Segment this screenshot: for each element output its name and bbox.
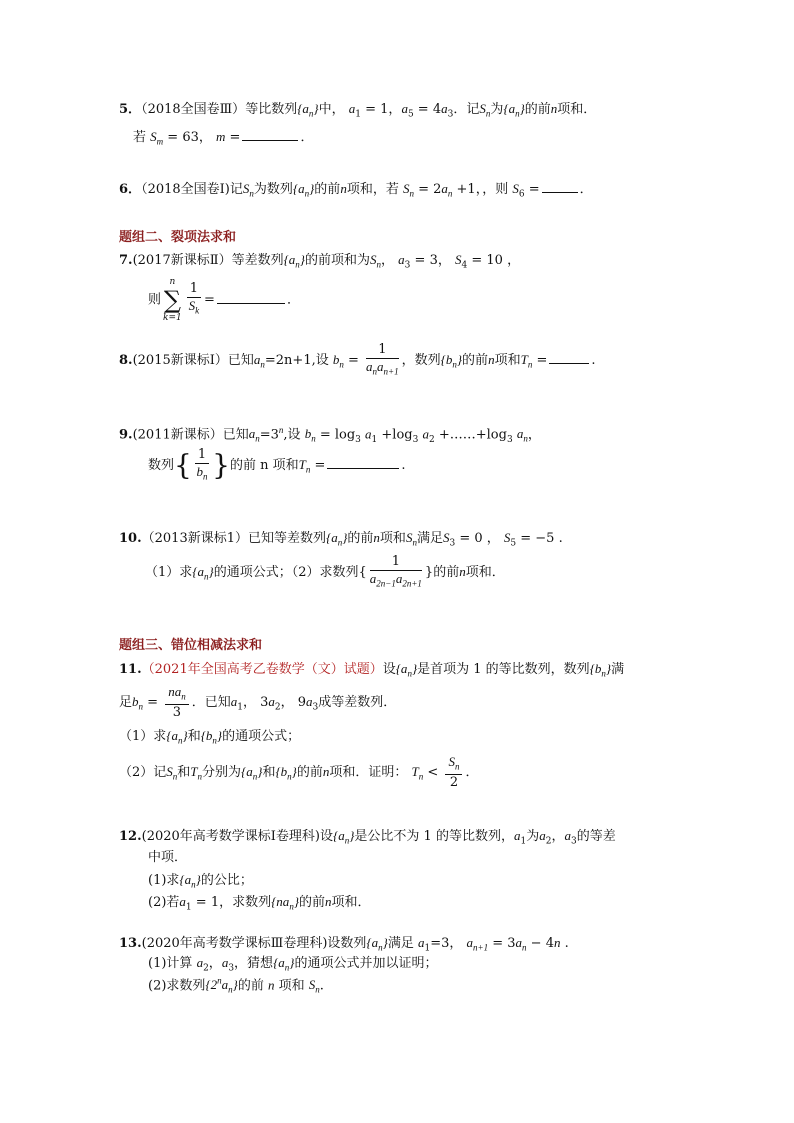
question-number: 6 <box>119 182 129 197</box>
question-source: （2018全国卷Ⅰ) <box>141 182 230 197</box>
question-source: (2011新课标） <box>132 427 223 443</box>
question-12: 12.(2020年高考数学课标Ⅰ卷理科)设$\{a_n\}$是公比不为 1 的等比数列，$a_1$为$a_2$，$a_3$的等差 <box>119 828 616 847</box>
question-number: 13. <box>119 936 142 951</box>
question-source: （2018全国卷Ⅲ） <box>141 102 246 117</box>
question-number: 11. <box>119 662 142 677</box>
question-12-line-2: 中项． <box>148 850 188 865</box>
question-13-line-2: (1)计算 $a_2$，$a_3$，猜想$\{a_n\}$的通项公式并加以证明； <box>148 955 438 974</box>
question-5: 5．（2018全国卷Ⅲ）等比数列$\{a_n\}$中， $a_1 = 1$，$a_5 = 4a_3$．记$S_n$为$\{a_n\}$的前n项和． <box>119 101 597 120</box>
question-source: （2013新课标1） <box>141 531 248 546</box>
question-number: 5 <box>119 102 129 117</box>
question-number: 7. <box>119 253 133 268</box>
question-source: (2015新课标Ⅰ） <box>132 353 228 368</box>
question-10-line-2: （1）求$\{a_n\}$的通项公式；（2）求数列{ $\frac{1}{a_{2n-1}a_{2n+1}}$ }的前n项和． <box>145 553 505 589</box>
answer-blank[interactable] <box>242 126 298 141</box>
question-source: (2017新课标Ⅱ） <box>132 253 232 268</box>
question-source: (2020年高考数学课标Ⅲ卷理科) <box>141 936 328 951</box>
question-number: 8. <box>119 353 133 368</box>
answer-blank[interactable] <box>549 349 589 364</box>
answer-blank[interactable] <box>327 454 399 469</box>
section-heading-3: 题组三、错位相减法求和 <box>119 638 263 653</box>
question-number: 9. <box>119 427 133 443</box>
summation-symbol: n ∑ k=1 <box>163 277 182 323</box>
answer-blank[interactable] <box>542 178 578 193</box>
question-13: 13.(2020年高考数学课标Ⅲ卷理科)设数列$\{a_n\}$满足 $a_1=3$， $a_{n+1} = 3a_n - 4n$ . <box>119 935 569 954</box>
question-5-line-2: 若 $S_m = 63$， m = ． <box>133 126 313 152</box>
question-9-line-2: 数列{ $\frac{1}{b_n}$ }的前 n 项和$T_n$ = . <box>148 446 406 482</box>
question-12-line-3: (1)求$\{a_n\}$的公比； <box>148 872 253 890</box>
question-source: (2020年高考数学课标Ⅰ卷理科) <box>141 829 320 844</box>
question-11-line-3: （1）求$\{a_n\}$和$\{b_n\}$的通项公式； <box>119 728 301 746</box>
question-10: 10.（2013新课标1）已知等差数列$\{a_n\}$的前n项和$S_n$满足$S_3 = 0$ ， $S_5 = -5$ . <box>119 530 563 549</box>
question-11-line-4: （2）记$S_n$和$T_n$分别为$\{a_n\}$和$\{b_n\}$的前n项和．证明： $T_n$ < $\frac{S_n}{2}$ ． <box>119 753 479 791</box>
question-11-line-2: 足$b_n$ = $\frac{na_n}{3}$ ．已知$a_1$， $3a_2$， $9a_3$成等差数列． <box>119 683 397 721</box>
question-number: 12. <box>119 829 142 844</box>
question-13-line-3: (2)求数列$\{2^na_n\}$的前 n 项和 $S_n$. <box>148 976 324 995</box>
question-6: 6．（2018全国卷Ⅰ)记$S_n$为数列$\{a_n\}$的前n项和，若 $S_n = 2a_n +1$，，则 $S_6$ = ． <box>119 178 593 205</box>
question-9: 9.(2011新课标）已知$a_n=3^n$,设 $b_n = \log_3 a_1 +\log_3$ $a_2$ $+\dots\dots+\log_3$ $a_n$， <box>119 425 541 445</box>
question-11: 11.（2021年全国高考乙卷数学（文）试题）设$\{a_n\}$是首项为 1 的等比数列，数列$\{b_n\}$满 <box>119 661 625 679</box>
answer-blank[interactable] <box>217 289 285 304</box>
question-number: 10. <box>119 531 142 546</box>
question-12-line-4: (2)若$a_1 = 1$，求数列$\{na_n\}$的前n项和． <box>148 894 371 913</box>
question-7-line-2: 则 n ∑ k=1 $\frac{1}{S_k}$ = ． <box>148 277 300 323</box>
section-heading-2: 题组二、裂项法求和 <box>119 230 237 245</box>
question-7: 7.(2017新课标Ⅱ）等差数列$\{a_n\}$的前项和为$S_n$， $a_3 = 3$， $S_4 = 10$ ， <box>119 252 521 271</box>
question-8: 8.(2015新课标Ⅰ）已知$a_n=2n+1$,设 $b_n$ = $\frac{1}{a_na_{n+1}}$ ，数列$\{b_n\}$的前n项和$T_n$ = . <box>119 341 596 377</box>
question-source: （2021年全国高考乙卷数学（文）试题） <box>141 662 383 677</box>
